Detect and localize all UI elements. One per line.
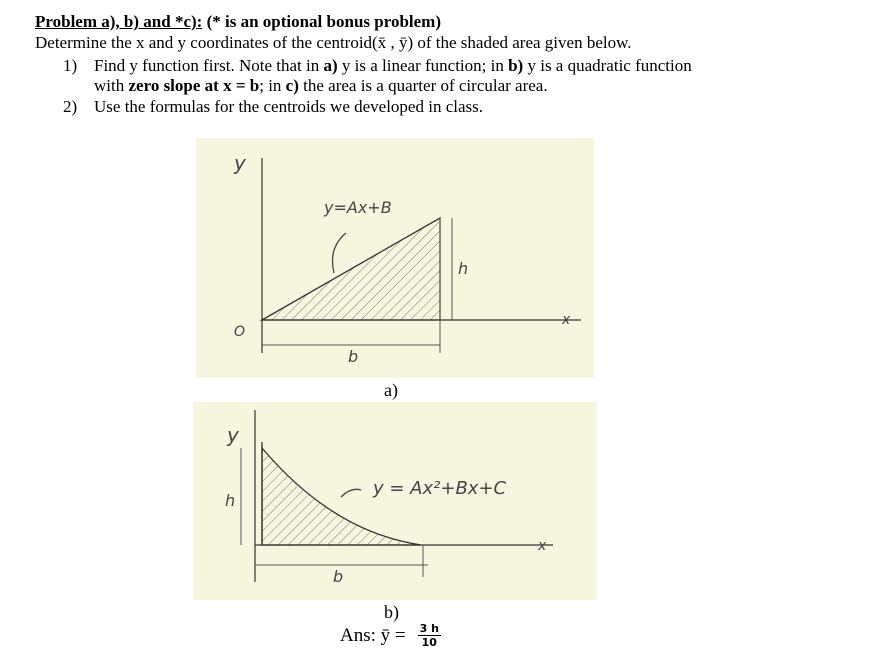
answer-prefix: Ans: ȳ = (340, 624, 406, 646)
x-axis-label: x (538, 538, 547, 554)
figure-b (193, 402, 597, 600)
step-text: ; in (259, 76, 286, 95)
title-rest: (* is an optional bonus problem) (202, 12, 442, 31)
h-label: h (225, 491, 236, 510)
step-text: Find y function first. Note that in (94, 56, 324, 75)
b-label: b (348, 347, 359, 366)
equation-label: y = Ax²+Bx+C (373, 478, 507, 499)
equation-pointer (333, 233, 347, 273)
step-text-bold: b) (508, 56, 524, 75)
title-underlined: Problem a), b) and *c): (35, 12, 203, 31)
origin-label: O (234, 324, 246, 340)
step-text: the area is a quarter of circular area. (298, 76, 548, 95)
equation-pointer (341, 489, 361, 497)
answer (340, 622, 441, 649)
intro-text: Determine the x and y coordinates of the centroid(x̄ , ȳ) of the shaded area given below. (35, 33, 632, 52)
y-axis-label: y (227, 423, 239, 447)
equation-label: y=Ax+B (324, 198, 392, 217)
b-label: b (333, 567, 344, 586)
step-text: y is a quadratic function (523, 56, 692, 75)
shaded-triangle (262, 218, 440, 320)
figure-a (196, 138, 594, 378)
step-number: 2) (63, 97, 78, 116)
step-number: 1) (63, 56, 78, 75)
step-text-bold: zero slope at x = b (128, 76, 260, 95)
answer-numerator: 3 h (419, 622, 439, 635)
step-1 (63, 56, 692, 76)
figure-a-sketch (196, 138, 594, 378)
step-text-bold: c) (285, 76, 299, 95)
step-text: with (94, 76, 129, 95)
answer-fraction (418, 622, 441, 649)
answer-denominator: 10 (421, 636, 437, 649)
step-text: y is a linear function; in (337, 56, 509, 75)
figure-b-sketch (193, 402, 597, 600)
caption-b: b) (384, 602, 399, 622)
h-label: h (458, 259, 469, 278)
problem-title (35, 12, 441, 32)
y-axis-label: y (234, 151, 246, 175)
step-text: Use the formulas for the centroids we developed in class. (94, 97, 483, 116)
step-1-cont (94, 76, 548, 96)
step-text-bold: a) (323, 56, 338, 75)
step-2 (63, 97, 483, 117)
caption-a: a) (384, 380, 398, 400)
x-axis-label: x (562, 312, 571, 328)
